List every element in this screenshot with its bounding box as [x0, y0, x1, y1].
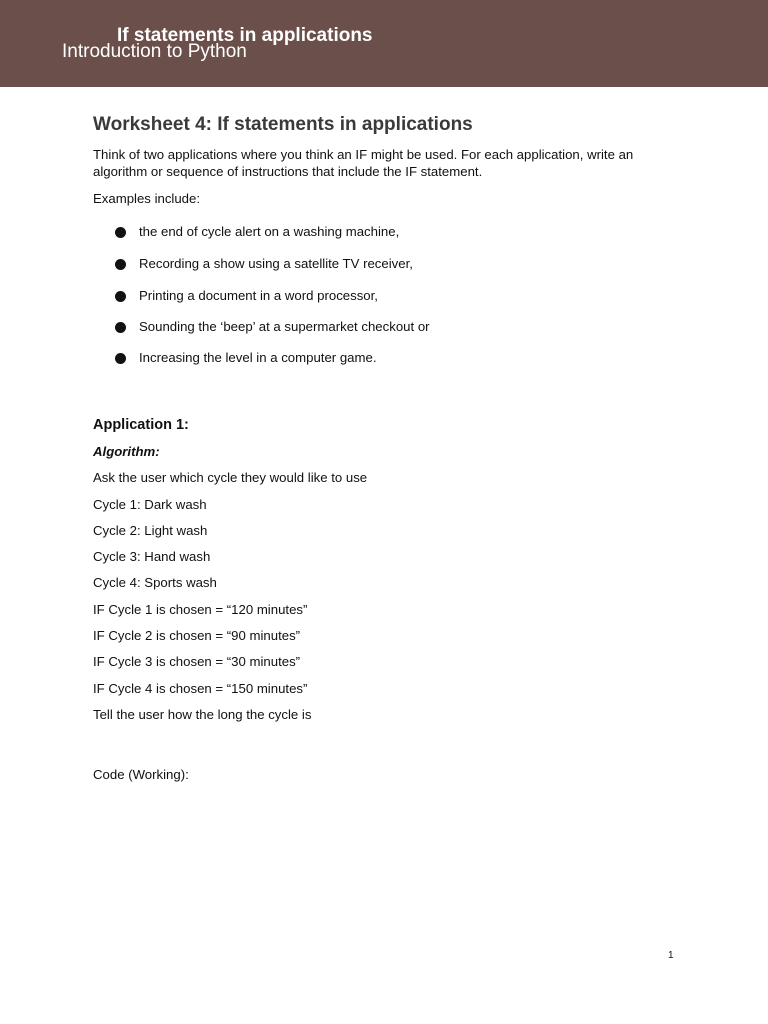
list-item-text: Printing a document in a word processor,: [139, 288, 378, 303]
algorithm-line: Cycle 2: Light wash: [93, 523, 208, 538]
examples-label: Examples include:: [93, 191, 201, 206]
bullet-icon: [115, 291, 126, 302]
bullet-icon: [115, 322, 126, 333]
bullet-icon: [115, 259, 126, 270]
code-working-label: Code (Working):: [93, 767, 189, 782]
header-band: [0, 0, 768, 87]
page-number: 1: [668, 950, 674, 961]
bullet-icon: [115, 353, 126, 364]
algorithm-line: Cycle 1: Dark wash: [93, 497, 207, 512]
algorithm-line: IF Cycle 4 is chosen = “150 minutes”: [93, 681, 308, 696]
algorithm-label: Algorithm:: [93, 444, 160, 459]
algorithm-line: Ask the user which cycle they would like to use: [93, 470, 368, 485]
list-item-text: Sounding the ‘beep’ at a supermarket checkout or: [139, 319, 430, 334]
algorithm-line: Cycle 3: Hand wash: [93, 549, 211, 564]
algorithm-line: Tell the user how the long the cycle is: [93, 707, 312, 722]
algorithm-line: Cycle 4: Sports wash: [93, 575, 217, 590]
list-item-text: the end of cycle alert on a washing machine,: [139, 224, 400, 239]
worksheet-title: Worksheet 4: If statements in applications: [93, 114, 473, 135]
header-subtitle: Introduction to Python: [62, 41, 247, 62]
header-title: If statements in applications: [117, 25, 373, 46]
algorithm-line: IF Cycle 1 is chosen = “120 minutes”: [93, 602, 308, 617]
worksheet-intro: Think of two applications where you think an IF might be used. For each application, write an algorithm or sequence of instructions that include the IF statement.: [93, 147, 634, 179]
list-item-text: Recording a show using a satellite TV receiver,: [139, 256, 413, 271]
algorithm-line: IF Cycle 2 is chosen = “90 minutes”: [93, 628, 301, 643]
algorithm-line: IF Cycle 3 is chosen = “30 minutes”: [93, 654, 301, 669]
application-heading: Application 1:: [93, 417, 189, 433]
list-item-text: Increasing the level in a computer game.: [139, 350, 377, 365]
bullet-icon: [115, 227, 126, 238]
